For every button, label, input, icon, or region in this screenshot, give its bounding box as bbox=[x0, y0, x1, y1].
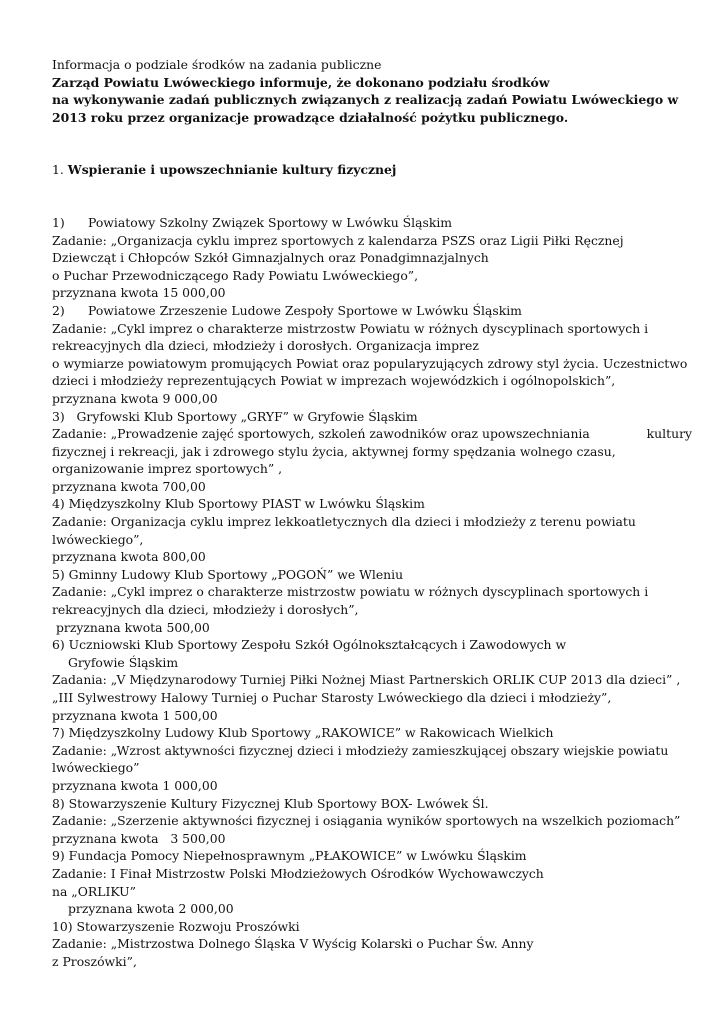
entry-2-task-4: dzieci i młodzieży reprezentujących Powiat w imprezach wojewódzkich i ogólnopolskich”, bbox=[52, 373, 616, 389]
entry-1-org-name: Powiatowy Szkolny Związek Sportowy w Lwówku Śląskim bbox=[88, 214, 453, 230]
entry-7-head: 7) Międzyszkolny Ludowy Klub Sportowy „RAKOWICE” w Rakowicach Wielkich bbox=[52, 725, 554, 741]
entry-6-task-2: „III Sylwestrowy Halowy Turniej o Puchar Starosty Lwóweckiego dla dzieci i młodzieży”, bbox=[52, 690, 612, 705]
entry-10-head: 10) Stowarzyszenie Rozwoju Proszówki bbox=[52, 918, 300, 934]
entry-1-org bbox=[52, 214, 692, 232]
entry-1-number: 1) bbox=[52, 214, 65, 230]
entry-3-task-2: fizycznej i rekreacji, jak i zdrowego stylu życia, aktywnej formy spędzania wolnego czasu, bbox=[52, 443, 616, 459]
entry-3-task-3: organizowanie imprez sportowych” , bbox=[52, 461, 283, 477]
heading-line-3: 2013 roku przez organizacje prowadzące działalność pożytku publicznego. bbox=[52, 109, 569, 125]
entry-3-task-1 bbox=[52, 425, 692, 443]
entry-2-org bbox=[52, 302, 692, 320]
entry-5-task-1: Zadanie: „Cykl imprez o charakterze mistrzostw powiatu w różnych dyscyplinach sportowych i bbox=[52, 584, 649, 600]
entry-1-task-3: o Puchar Przewodniczącego Rady Powiatu Lwóweckiego”, bbox=[52, 267, 419, 283]
entry-6-head: 6) Uczniowski Klub Sportowy Zespołu Szkół Ogólnokształcących i Zawodowych w bbox=[52, 637, 567, 653]
entry-5-task-2: rekreacyjnych dla dzieci, młodzieży i dorosłych”, bbox=[52, 602, 359, 618]
heading-line-1: Zarząd Powiatu Lwóweckiego informuje, że dokonano podziału środków bbox=[52, 74, 550, 90]
entry-4-head: 4) Międzyszkolny Klub Sportowy PIAST w Lwówku Śląskim bbox=[52, 496, 425, 512]
section-title: Wspieranie i upowszechnianie kultury fizycznej bbox=[67, 162, 397, 178]
entry-9-task-1: Zadanie: I Finał Mistrzostw Polski Młodzieżowych Ośrodków Wychowawczych bbox=[52, 865, 544, 881]
entry-8-head: 8) Stowarzyszenie Kultury Fizycznej Klub Sportowy BOX- Lwówek Śl. bbox=[52, 795, 489, 811]
entry-2-task-1: Zadanie: „Cykl imprez o charakterze mistrzostw Powiatu w różnych dyscyplinach sportowych i bbox=[52, 320, 649, 336]
entry-4-task-2: lwóweckiego”, bbox=[52, 531, 144, 547]
entry-1-amount: przyznana kwota 15 000,00 bbox=[52, 285, 226, 301]
entry-4-amount: przyznana kwota 800,00 bbox=[52, 549, 206, 565]
entry-7-task-2: lwóweckiego” bbox=[52, 760, 140, 776]
entry-9-head: 9) Fundacja Pomocy Niepełnosprawnym „PŁAKOWICE” w Lwówku Śląskim bbox=[52, 848, 527, 864]
entry-2-task-3: o wymiarze powiatowym promujących Powiat oraz popularyzujących zdrowy styl życia. Uczestnictwo bbox=[52, 355, 688, 371]
document-page bbox=[52, 56, 692, 971]
entry-8-amount: przyznana kwota 3 500,00 bbox=[52, 830, 226, 846]
entry-9-amount: przyznana kwota 2 000,00 bbox=[68, 901, 234, 917]
entry-10-task-2: z Proszówki”, bbox=[52, 953, 137, 969]
entry-10-task-1: Zadanie: „Mistrzostwa Dolnego Śląska V Wyścig Kolarski o Puchar Św. Anny bbox=[52, 936, 534, 952]
entry-2-number: 2) bbox=[52, 302, 65, 318]
entry-4-task-1: Zadanie: Organizacja cyklu imprez lekkoatletycznych dla dzieci i młodzieży z terenu powiatu bbox=[52, 514, 636, 530]
entry-1-task-1: Zadanie: „Organizacja cyklu imprez sportowych z kalendarza PSZS oraz Ligii Piłki Ręcznej bbox=[52, 232, 624, 248]
entry-6-head-2: Gryfowie Śląskim bbox=[68, 654, 179, 670]
entry-2-org-name: Powiatowe Zrzeszenie Ludowe Zespoły Sportowe w Lwówku Śląskim bbox=[88, 302, 522, 318]
intro-line: Informacja o podziale środków na zadania publiczne bbox=[52, 57, 382, 72]
entry-7-amount: przyznana kwota 1 000,00 bbox=[52, 777, 218, 793]
entry-6-task-1: Zadania: „V Międzynarodowy Turniej Piłki Nożnej Miast Partnerskich ORLIK CUP 2013 dla dzieci” , bbox=[52, 672, 681, 688]
section-heading bbox=[52, 161, 692, 179]
section-number: 1. bbox=[52, 162, 64, 178]
entry-5-amount: przyznana kwota 500,00 bbox=[56, 619, 210, 635]
entry-8-task-1: Zadanie: „Szerzenie aktywności fizycznej i osiągania wyników sportowych na wszelkich poziomach” bbox=[52, 813, 681, 829]
entry-7-task-1: Zadanie: „Wzrost aktywności fizycznej dzieci i młodzieży zamieszkującej obszary wiejskie powiatu bbox=[52, 742, 669, 758]
entry-3-task-1-right: kultury bbox=[646, 426, 692, 442]
entry-2-amount: przyznana kwota 9 000,00 bbox=[52, 390, 218, 406]
entry-5-head: 5) Gminny Ludowy Klub Sportowy „POGOŃ” we Wleniu bbox=[52, 566, 404, 582]
entry-3-head: 3) Gryfowski Klub Sportowy „GRYF” w Gryfowie Śląskim bbox=[52, 408, 418, 424]
heading-line-2: na wykonywanie zadań publicznych związanych z realizacją zadań Powiatu Lwóweckiego w bbox=[52, 92, 679, 108]
entry-3-task-1-left: Zadanie: „Prowadzenie zajęć sportowych, szkoleń zawodników oraz upowszechniania bbox=[52, 426, 590, 442]
entry-6-amount: przyznana kwota 1 500,00 bbox=[52, 707, 218, 723]
entry-3-amount: przyznana kwota 700,00 bbox=[52, 478, 206, 494]
entry-1-task-2: Dziewcząt i Chłopców Szkół Gimnazjalnych oraz Ponadgimnazjalnych bbox=[52, 250, 489, 266]
entry-2-task-2: rekreacyjnych dla dzieci, młodzieży i dorosłych. Organizacja imprez bbox=[52, 338, 479, 354]
entry-9-task-2: na „ORLIKU” bbox=[52, 883, 136, 899]
